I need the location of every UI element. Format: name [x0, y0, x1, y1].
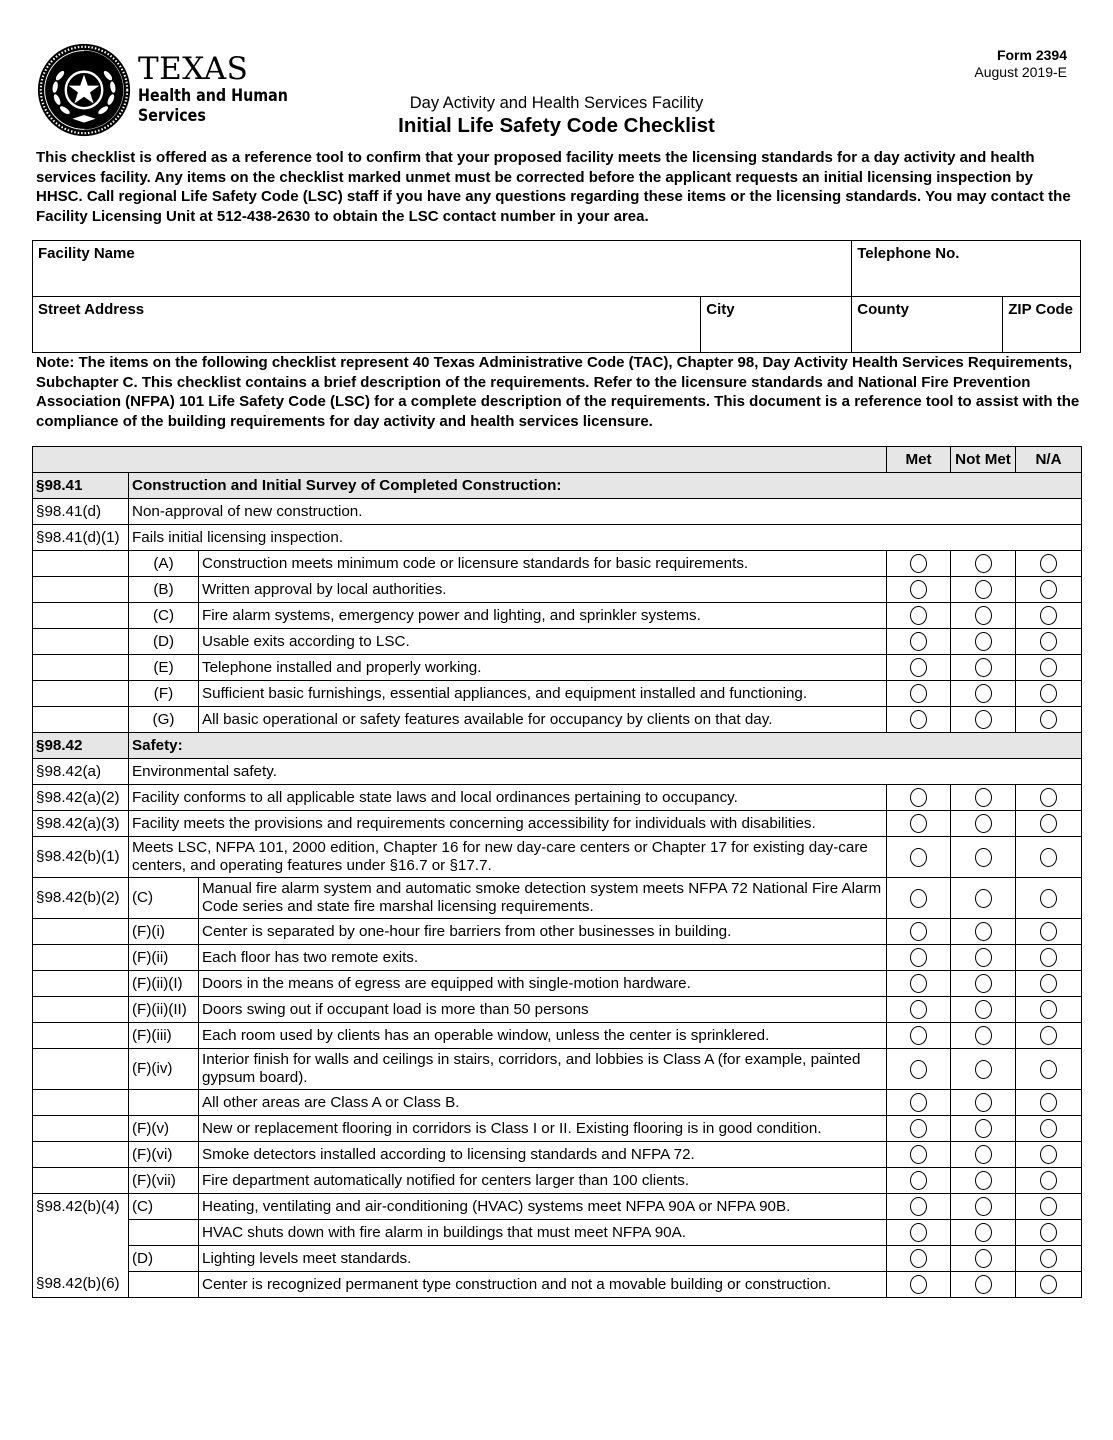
- met-radio[interactable]: [887, 785, 951, 811]
- na-radio[interactable]: [1016, 1168, 1082, 1194]
- radio-circle-icon[interactable]: [975, 1119, 992, 1138]
- radio-circle-icon[interactable]: [1040, 814, 1057, 833]
- row-sub: (D): [129, 629, 199, 655]
- not-met-radio[interactable]: [951, 681, 1016, 707]
- row-code: [33, 577, 129, 603]
- row-code: [33, 1116, 129, 1142]
- section-row: [33, 733, 1082, 759]
- row-code: [33, 1090, 129, 1116]
- met-radio[interactable]: [887, 603, 951, 629]
- not-met-radio[interactable]: [951, 603, 1016, 629]
- row-text: Smoke detectors installed according to licensing standards and NFPA 72.: [199, 1142, 887, 1168]
- met-radio[interactable]: [887, 997, 951, 1023]
- row-code: [33, 945, 129, 971]
- street-address-field[interactable]: [33, 297, 701, 353]
- table-row: [33, 945, 1082, 971]
- street-address-label: Street Address: [38, 301, 145, 318]
- city-label: City: [706, 301, 735, 318]
- radio-circle-icon[interactable]: [1040, 1275, 1057, 1294]
- facility-name-label: Facility Name: [38, 245, 135, 262]
- row-code: §98.42(a)(3): [33, 811, 129, 837]
- row-sub: (A): [129, 551, 199, 577]
- met-radio[interactable]: [887, 1272, 951, 1298]
- table-row: [33, 1116, 1082, 1142]
- row-sub: [129, 1090, 199, 1116]
- radio-circle-icon[interactable]: [1040, 1171, 1057, 1190]
- table-row: [33, 681, 1082, 707]
- table-row: [33, 1272, 1082, 1298]
- na-radio[interactable]: [1016, 1023, 1082, 1049]
- not-met-radio[interactable]: [951, 1023, 1016, 1049]
- not-met-radio[interactable]: [951, 707, 1016, 733]
- na-radio[interactable]: [1016, 785, 1082, 811]
- row-code: §98.42(a)(2): [33, 785, 129, 811]
- radio-circle-icon[interactable]: [1040, 889, 1057, 908]
- table-row: [33, 629, 1082, 655]
- radio-circle-icon[interactable]: [975, 1275, 992, 1294]
- row-text: Heating, ventilating and air-conditioning (HVAC) systems meet NFPA 90A or NFPA 90B.: [199, 1194, 887, 1220]
- met-radio[interactable]: [887, 577, 951, 603]
- row-code: [33, 551, 129, 577]
- row-sub: (F)(iii): [129, 1023, 199, 1049]
- na-radio[interactable]: [1016, 997, 1082, 1023]
- row-code: §98.42(b)(2): [33, 878, 129, 919]
- not-met-radio[interactable]: [951, 577, 1016, 603]
- logo-texas: TEXAS: [138, 51, 249, 87]
- row-code: [33, 1168, 129, 1194]
- section-title: Construction and Initial Survey of Completed Construction:: [129, 473, 1082, 499]
- radio-circle-icon[interactable]: [975, 658, 992, 677]
- table-row: [33, 551, 1082, 577]
- met-radio[interactable]: [887, 811, 951, 837]
- met-radio[interactable]: [887, 1194, 951, 1220]
- table-row: [33, 971, 1082, 997]
- not-met-radio[interactable]: [951, 1090, 1016, 1116]
- na-radio[interactable]: [1016, 1090, 1082, 1116]
- radio-circle-icon[interactable]: [1040, 710, 1057, 729]
- checklist-table: [32, 446, 1082, 1298]
- radio-circle-icon[interactable]: [910, 814, 927, 833]
- radio-circle-icon[interactable]: [1040, 1223, 1057, 1242]
- row-text: Doors swing out if occupant load is more than 50 persons: [199, 997, 887, 1023]
- row-sub: (E): [129, 655, 199, 681]
- table-row: [33, 1049, 1082, 1090]
- not-met-radio[interactable]: [951, 655, 1016, 681]
- column-met: Met: [887, 447, 951, 473]
- not-met-radio[interactable]: [951, 551, 1016, 577]
- met-radio[interactable]: [887, 655, 951, 681]
- radio-circle-icon[interactable]: [910, 1119, 927, 1138]
- met-radio[interactable]: [887, 1168, 951, 1194]
- not-met-radio[interactable]: [951, 837, 1016, 878]
- radio-circle-icon[interactable]: [1040, 788, 1057, 807]
- row-code: §98.42(b)(1): [33, 837, 129, 878]
- na-radio[interactable]: [1016, 1246, 1082, 1272]
- na-radio[interactable]: [1016, 878, 1082, 919]
- radio-circle-icon[interactable]: [1040, 658, 1057, 677]
- row-sub: (G): [129, 707, 199, 733]
- row-text: Environmental safety.: [129, 759, 1082, 785]
- radio-circle-icon[interactable]: [1040, 1145, 1057, 1164]
- radio-circle-icon[interactable]: [910, 554, 927, 573]
- table-row: [33, 997, 1082, 1023]
- row-code: [33, 1220, 129, 1246]
- logo-hhs-line2: Services: [138, 106, 206, 126]
- row-text: Fire alarm systems, emergency power and lighting, and sprinkler systems.: [199, 603, 887, 629]
- met-radio[interactable]: [887, 1142, 951, 1168]
- row-text: Interior finish for walls and ceilings in stairs, corridors, and lobbies is Class A (for example, painted gypsum board).: [199, 1049, 887, 1090]
- row-text: Non-approval of new construction.: [129, 499, 1082, 525]
- table-row: [33, 525, 1082, 551]
- page-title: Initial Life Safety Code Checklist: [398, 114, 715, 137]
- row-text: Construction meets minimum code or licensure standards for basic requirements.: [199, 551, 887, 577]
- na-radio[interactable]: [1016, 837, 1082, 878]
- form-number: Form 2394: [996, 47, 1067, 63]
- row-text: Each floor has two remote exits.: [199, 945, 887, 971]
- table-row: [33, 1194, 1082, 1220]
- not-met-radio[interactable]: [951, 1272, 1016, 1298]
- table-row: [33, 1246, 1082, 1272]
- met-radio[interactable]: [887, 1246, 951, 1272]
- radio-circle-icon[interactable]: [975, 889, 992, 908]
- na-radio[interactable]: [1016, 707, 1082, 733]
- met-radio[interactable]: [887, 1090, 951, 1116]
- radio-circle-icon[interactable]: [975, 922, 992, 941]
- radio-circle-icon[interactable]: [975, 606, 992, 625]
- row-text: Fails initial licensing inspection.: [129, 525, 1082, 551]
- radio-circle-icon[interactable]: [910, 922, 927, 941]
- radio-circle-icon[interactable]: [975, 1000, 992, 1019]
- not-met-radio[interactable]: [951, 1142, 1016, 1168]
- not-met-radio[interactable]: [951, 1220, 1016, 1246]
- row-code: §98.41(d): [33, 499, 129, 525]
- radio-circle-icon[interactable]: [910, 1093, 927, 1112]
- row-text: Facility meets the provisions and requirements concerning accessibility for individuals with disabilities.: [129, 811, 887, 837]
- row-text: Sufficient basic furnishings, essential appliances, and equipment installed and functioning.: [199, 681, 887, 707]
- facility-info-table: [32, 240, 1081, 353]
- row-code: [33, 707, 129, 733]
- radio-circle-icon[interactable]: [975, 1223, 992, 1242]
- met-radio[interactable]: [887, 837, 951, 878]
- form-identifier: [974, 47, 1067, 81]
- radio-circle-icon[interactable]: [1040, 554, 1057, 573]
- not-met-radio[interactable]: [951, 629, 1016, 655]
- radio-circle-icon[interactable]: [1040, 1119, 1057, 1138]
- city-field[interactable]: [701, 297, 852, 353]
- section-code: §98.41: [33, 473, 129, 499]
- na-radio[interactable]: [1016, 945, 1082, 971]
- table-row: [33, 603, 1082, 629]
- not-met-radio[interactable]: [951, 785, 1016, 811]
- met-radio[interactable]: [887, 971, 951, 997]
- row-text: Manual fire alarm system and automatic smoke detection system meets NFPA 72 National Fire Alarm Code series and state fire marshal licensing requirements.: [199, 878, 887, 919]
- row-code: [33, 1023, 129, 1049]
- section-code: §98.42: [33, 733, 129, 759]
- row-sub: (C): [129, 603, 199, 629]
- not-met-radio[interactable]: [951, 1246, 1016, 1272]
- table-row: [33, 837, 1082, 878]
- table-row: [33, 1168, 1082, 1194]
- met-radio[interactable]: [887, 878, 951, 919]
- row-sub: (F)(i): [129, 919, 199, 945]
- na-radio[interactable]: [1016, 1142, 1082, 1168]
- na-radio[interactable]: [1016, 971, 1082, 997]
- row-text: Telephone installed and properly working.: [199, 655, 887, 681]
- not-met-radio[interactable]: [951, 878, 1016, 919]
- radio-circle-icon[interactable]: [910, 1275, 927, 1294]
- radio-circle-icon[interactable]: [910, 1145, 927, 1164]
- radio-circle-icon[interactable]: [910, 1249, 927, 1268]
- not-met-radio[interactable]: [951, 919, 1016, 945]
- row-code: [33, 997, 129, 1023]
- title-block: [0, 93, 1113, 139]
- met-radio[interactable]: [887, 629, 951, 655]
- radio-circle-icon[interactable]: [1040, 1197, 1057, 1216]
- row-sub: (F)(ii): [129, 945, 199, 971]
- radio-circle-icon[interactable]: [910, 1171, 927, 1190]
- radio-circle-icon[interactable]: [1040, 632, 1057, 651]
- row-code: [33, 655, 129, 681]
- radio-circle-icon[interactable]: [1040, 580, 1057, 599]
- radio-circle-icon[interactable]: [975, 1197, 992, 1216]
- met-radio[interactable]: [887, 1023, 951, 1049]
- radio-circle-icon[interactable]: [975, 1249, 992, 1268]
- telephone-field[interactable]: [852, 241, 1081, 297]
- radio-circle-icon[interactable]: [975, 554, 992, 573]
- radio-circle-icon[interactable]: [1040, 606, 1057, 625]
- row-code: [33, 1142, 129, 1168]
- table-row: [33, 1142, 1082, 1168]
- row-sub: (B): [129, 577, 199, 603]
- radio-circle-icon[interactable]: [910, 1000, 927, 1019]
- radio-circle-icon[interactable]: [910, 1060, 927, 1079]
- radio-circle-icon[interactable]: [910, 788, 927, 807]
- zip-code-field[interactable]: [1003, 297, 1081, 353]
- na-radio[interactable]: [1016, 681, 1082, 707]
- table-row: [33, 707, 1082, 733]
- radio-circle-icon[interactable]: [975, 788, 992, 807]
- not-met-radio[interactable]: [951, 1116, 1016, 1142]
- na-radio[interactable]: [1016, 551, 1082, 577]
- radio-circle-icon[interactable]: [1040, 1060, 1057, 1079]
- radio-circle-icon[interactable]: [975, 948, 992, 967]
- not-met-radio[interactable]: [951, 1049, 1016, 1090]
- radio-circle-icon[interactable]: [910, 580, 927, 599]
- table-row: [33, 919, 1082, 945]
- table-row: [33, 759, 1082, 785]
- column-na: N/A: [1016, 447, 1082, 473]
- met-radio[interactable]: [887, 1220, 951, 1246]
- row-text: New or replacement flooring in corridors is Class I or II. Existing flooring is in good condition.: [199, 1116, 887, 1142]
- county-field[interactable]: [852, 297, 1003, 353]
- row-code: [33, 1246, 129, 1272]
- table-row: [33, 499, 1082, 525]
- radio-circle-icon[interactable]: [1040, 974, 1057, 993]
- row-code: [33, 1049, 129, 1090]
- na-radio[interactable]: [1016, 1194, 1082, 1220]
- na-radio[interactable]: [1016, 1049, 1082, 1090]
- na-radio[interactable]: [1016, 1220, 1082, 1246]
- radio-circle-icon[interactable]: [975, 1026, 992, 1045]
- radio-circle-icon[interactable]: [910, 974, 927, 993]
- intro-paragraph: This checklist is offered as a reference tool to confirm that your proposed facility meets the licensing standards for a day activity and health services facility. Any items on the checklist marked unmet must be corrected before the applicant requests an initial licensing inspection by HHSC. Call regional Life Safety Code (LSC) staff if you have any questions regarding these items or the licensing standards. You may contact the Facility Licensing Unit at 512-438-2630 to obtain the LSC contact number in your area.: [36, 149, 1071, 225]
- row-code: [33, 629, 129, 655]
- radio-circle-icon[interactable]: [1040, 1026, 1057, 1045]
- radio-circle-icon[interactable]: [975, 710, 992, 729]
- row-code: [33, 681, 129, 707]
- radio-circle-icon[interactable]: [1040, 1093, 1057, 1112]
- met-radio[interactable]: [887, 919, 951, 945]
- table-row: [33, 1220, 1082, 1246]
- row-code: §98.41(d)(1): [33, 525, 129, 551]
- column-not-met: Not Met: [951, 447, 1016, 473]
- radio-circle-icon[interactable]: [975, 1171, 992, 1190]
- not-met-radio[interactable]: [951, 945, 1016, 971]
- row-sub: (C): [129, 878, 199, 919]
- county-label: County: [857, 301, 909, 318]
- row-sub: (F)(v): [129, 1116, 199, 1142]
- row-sub: (F)(ii)(I): [129, 971, 199, 997]
- row-sub: (C): [129, 1194, 199, 1220]
- table-row: [33, 655, 1082, 681]
- table-row: [33, 1023, 1082, 1049]
- row-text: Meets LSC, NFPA 101, 2000 edition, Chapter 16 for new day-care centers or Chapter 17 for existing day-care centers, and operating features under §16.7 or §17.7.: [129, 837, 887, 878]
- radio-circle-icon[interactable]: [910, 684, 927, 703]
- radio-circle-icon[interactable]: [975, 1060, 992, 1079]
- row-sub: [129, 1220, 199, 1246]
- row-text: Doors in the means of egress are equipped with single-motion hardware.: [199, 971, 887, 997]
- na-radio[interactable]: [1016, 629, 1082, 655]
- radio-circle-icon[interactable]: [910, 632, 927, 651]
- row-code: §98.42(b)(4): [33, 1194, 129, 1220]
- radio-circle-icon[interactable]: [975, 1093, 992, 1112]
- radio-circle-icon[interactable]: [975, 974, 992, 993]
- radio-circle-icon[interactable]: [1040, 848, 1057, 867]
- radio-circle-icon[interactable]: [1040, 922, 1057, 941]
- met-radio[interactable]: [887, 945, 951, 971]
- row-text: Each room used by clients has an operable window, unless the center is sprinklered.: [199, 1023, 887, 1049]
- table-row: [33, 811, 1082, 837]
- na-radio[interactable]: [1016, 811, 1082, 837]
- row-text: Center is recognized permanent type construction and not a movable building or construction.: [199, 1272, 887, 1298]
- na-radio[interactable]: [1016, 1272, 1082, 1298]
- row-sub: (D): [129, 1246, 199, 1272]
- row-text: Written approval by local authorities.: [199, 577, 887, 603]
- row-text: Center is separated by one-hour fire barriers from other businesses in building.: [199, 919, 887, 945]
- facility-name-field[interactable]: [33, 241, 852, 297]
- row-text: Lighting levels meet standards.: [199, 1246, 887, 1272]
- radio-circle-icon[interactable]: [975, 632, 992, 651]
- row-code: [33, 603, 129, 629]
- radio-circle-icon[interactable]: [1040, 1249, 1057, 1268]
- row-sub: (F)(ii)(II): [129, 997, 199, 1023]
- note-paragraph: Note: The items on the following checklist represent 40 Texas Administrative Code (TAC), Chapter 98, Day Activity Health Services Requirements, Subchapter C. This checklist contains a brief description of the requirements. Refer to the licensure standards and National Fire Prevention Association (NFPA) 101 Life Safety Code (LSC) for a complete description of the requirements. This document is a reference tool to assist with the compliance of the building requirements for day activity and health services licensure.: [36, 354, 1080, 430]
- logo-hhs-line1: Health and Human: [138, 86, 288, 106]
- met-radio[interactable]: [887, 1116, 951, 1142]
- row-sub: (F)(vii): [129, 1168, 199, 1194]
- table-row: [33, 577, 1082, 603]
- radio-circle-icon[interactable]: [1040, 948, 1057, 967]
- radio-circle-icon[interactable]: [975, 580, 992, 599]
- radio-circle-icon[interactable]: [910, 710, 927, 729]
- row-sub: [129, 1272, 199, 1298]
- row-sub: (F)(vi): [129, 1142, 199, 1168]
- checklist-header-row: [33, 447, 1082, 473]
- row-text: HVAC shuts down with fire alarm in buildings that must meet NFPA 90A.: [199, 1220, 887, 1246]
- na-radio[interactable]: [1016, 603, 1082, 629]
- table-row: [33, 1090, 1082, 1116]
- row-sub: (F)(iv): [129, 1049, 199, 1090]
- radio-circle-icon[interactable]: [975, 684, 992, 703]
- row-text: Facility conforms to all applicable state laws and local ordinances pertaining to occupancy.: [129, 785, 887, 811]
- row-code: [33, 919, 129, 945]
- row-code: §98.42(b)(6): [33, 1272, 129, 1298]
- na-radio[interactable]: [1016, 577, 1082, 603]
- radio-circle-icon[interactable]: [975, 848, 992, 867]
- form-date: August 2019-E: [974, 64, 1067, 80]
- row-sub: (F): [129, 681, 199, 707]
- na-radio[interactable]: [1016, 655, 1082, 681]
- met-radio[interactable]: [887, 1049, 951, 1090]
- telephone-label: Telephone No.: [857, 245, 960, 262]
- not-met-radio[interactable]: [951, 811, 1016, 837]
- row-text: Usable exits according to LSC.: [199, 629, 887, 655]
- met-radio[interactable]: [887, 681, 951, 707]
- radio-circle-icon[interactable]: [910, 848, 927, 867]
- table-row: [33, 785, 1082, 811]
- section-title: Safety:: [129, 733, 1082, 759]
- table-row: [33, 878, 1082, 919]
- not-met-radio[interactable]: [951, 971, 1016, 997]
- not-met-radio[interactable]: [951, 1168, 1016, 1194]
- met-radio[interactable]: [887, 707, 951, 733]
- radio-circle-icon[interactable]: [1040, 1000, 1057, 1019]
- radio-circle-icon[interactable]: [910, 1026, 927, 1045]
- not-met-radio[interactable]: [951, 1194, 1016, 1220]
- row-text: All basic operational or safety features available for occupancy by clients on that day.: [199, 707, 887, 733]
- row-code: §98.42(a): [33, 759, 129, 785]
- radio-circle-icon[interactable]: [975, 814, 992, 833]
- na-radio[interactable]: [1016, 919, 1082, 945]
- radio-circle-icon[interactable]: [910, 889, 927, 908]
- row-text: All other areas are Class A or Class B.: [199, 1090, 887, 1116]
- radio-circle-icon[interactable]: [975, 1145, 992, 1164]
- radio-circle-icon[interactable]: [910, 1223, 927, 1242]
- radio-circle-icon[interactable]: [910, 948, 927, 967]
- radio-circle-icon[interactable]: [910, 1197, 927, 1216]
- section-row: [33, 473, 1082, 499]
- not-met-radio[interactable]: [951, 997, 1016, 1023]
- row-code: [33, 971, 129, 997]
- radio-circle-icon[interactable]: [910, 658, 927, 677]
- na-radio[interactable]: [1016, 1116, 1082, 1142]
- zip-code-label: ZIP Code: [1008, 301, 1073, 318]
- radio-circle-icon[interactable]: [1040, 684, 1057, 703]
- radio-circle-icon[interactable]: [910, 606, 927, 625]
- page-subtitle: Day Activity and Health Services Facility: [409, 94, 704, 112]
- met-radio[interactable]: [887, 551, 951, 577]
- row-text: Fire department automatically notified for centers larger than 100 clients.: [199, 1168, 887, 1194]
